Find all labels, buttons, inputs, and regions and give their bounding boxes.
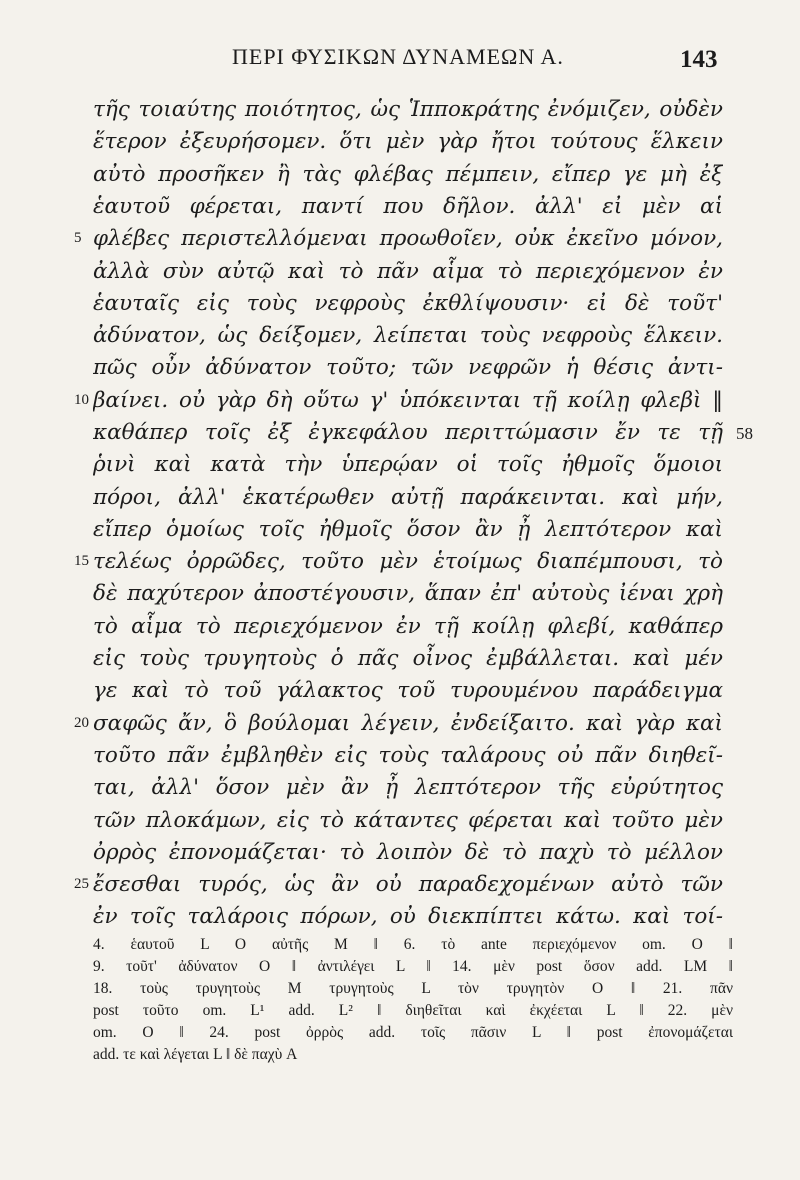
- text-line: [0, 415, 800, 451]
- footnote-line: 18. τοὺς τρυγητοὺς M τρυγητοὺς L τὸν τρυγητὸν O ‖ 21. πᾶν: [93, 980, 733, 997]
- text-line: [0, 350, 800, 386]
- text-line: [0, 899, 800, 935]
- text-line: [0, 221, 800, 257]
- line-text: ἑαυτοῦ φέρεται, παντί που δῆλον. ἀλλ' εἰ μὲν αἱ: [93, 194, 723, 219]
- line-text: αὐτὸ προσῆκεν ἢ τὰς φλέβας πέμπειν, εἴπερ γε μὴ ἐξ: [93, 162, 723, 187]
- line-text: εἰς τοὺς τρυγητοὺς ὁ πᾶς οἶνος ἐμβάλλεται. καὶ μέν: [93, 646, 723, 671]
- footnote-line: 4. ἑαυτοῦ L O αὐτῆς M ‖ 6. τὸ ante περιεχόμενον om. O ‖: [93, 936, 733, 953]
- line-text: ὀρρὸς ἐπονομάζεται· τὸ λοιπὸν δὲ τὸ παχὺ τὸ μέλλον: [93, 840, 723, 865]
- text-line: [0, 383, 800, 419]
- text-line: [0, 124, 800, 160]
- line-text: ἀδύνατον, ὡς δείξομεν, λείπεται τοὺς νεφροὺς ἕλκειν.: [93, 323, 723, 348]
- text-line: [0, 512, 800, 548]
- line-text: ἕτερον ἐξευρήσομεν. ὅτι μὲν γὰρ ἤτοι τούτους ἕλκειν: [93, 129, 723, 154]
- line-text: γε καὶ τὸ τοῦ γάλακτος τοῦ τυρουμένου παράδειγμα: [93, 678, 723, 703]
- line-number: 15: [74, 553, 89, 569]
- line-text: τοῦτο πᾶν ἐμβληθὲν εἰς τοὺς ταλάρους οὐ πᾶν διηθεῖ-: [93, 743, 723, 768]
- text-line: [0, 576, 800, 612]
- line-text: δὲ παχύτερον ἀποστέγουσιν, ἅπαν ἐπ' αὐτοὺς ἰέναι χρὴ: [93, 581, 723, 606]
- critical-apparatus: [93, 934, 733, 1066]
- line-text: καθάπερ τοῖς ἐξ ἐγκεφάλου περιττώμασιν ἔν τε τῇ: [93, 420, 723, 445]
- text-line: [0, 318, 800, 354]
- line-number: 10: [74, 392, 89, 408]
- text-line: [0, 286, 800, 322]
- footnote-line: 9. τοῦτ' ἀδύνατον O ‖ ἀντιλέγει L ‖ 14. μὲν post ὅσον add. LM ‖: [93, 958, 733, 975]
- text-line: [0, 544, 800, 580]
- footnote-line: post τοῦτο om. L¹ add. L² ‖ διηθεῖται καὶ ἐκχέεται L ‖ 22. μὲν: [93, 1002, 733, 1019]
- line-number: 5: [74, 230, 82, 246]
- page-header: [0, 44, 800, 84]
- footnote-line: om. O ‖ 24. post ὀρρὸς add. τοῖς πᾶσιν L ‖ post ἐπονομάζεται: [93, 1024, 733, 1041]
- text-line: [0, 92, 800, 128]
- line-text: σαφῶς ἄν, ὃ βούλομαι λέγειν, ἐνδείξαιτο. καὶ γὰρ καὶ: [93, 711, 723, 736]
- line-text: ται, ἀλλ' ὅσον μὲν ἂν ᾖ λεπτότερον τῆς εὐρύτητος: [93, 775, 723, 800]
- line-text: τὸ αἷμα τὸ περιεχόμενον ἐν τῇ κοίλῃ φλεβί, καθάπερ: [93, 614, 723, 639]
- text-line: [0, 835, 800, 871]
- text-line: [0, 738, 800, 774]
- line-text: εἴπερ ὁμοίως τοῖς ἠθμοῖς ὅσον ἂν ᾖ λεπτότερον καὶ: [93, 517, 723, 542]
- text-line: [0, 867, 800, 903]
- text-line: [0, 157, 800, 193]
- line-text: ἐν τοῖς ταλάροις πόρων, οὐ διεκπίπτει κάτω. καὶ τοί-: [93, 904, 723, 929]
- text-line: [0, 803, 800, 839]
- text-line: [0, 189, 800, 225]
- running-title: ΠΕΡΙ ΦΥΣΙΚΩΝ ΔΥΝΑΜΕΩΝ Α.: [232, 44, 564, 69]
- text-line: [0, 447, 800, 483]
- line-text: ῥινὶ καὶ κατὰ τὴν ὑπερῴαν οἱ τοῖς ἠθμοῖς ὅμοιοι: [93, 452, 723, 477]
- text-line: [0, 480, 800, 516]
- line-text: πόροι, ἀλλ' ἑκατέρωθεν αὐτῇ παράκεινται. καὶ μήν,: [93, 485, 723, 510]
- line-number: 25: [74, 876, 89, 892]
- text-line: [0, 641, 800, 677]
- text-line: [0, 706, 800, 742]
- text-line: [0, 673, 800, 709]
- text-line: [0, 254, 800, 290]
- margin-reference: 58: [736, 424, 753, 443]
- line-text: τῆς τοιαύτης ποιότητος, ὡς Ἱπποκράτης ἐνόμιζεν, οὐδὲν: [93, 97, 723, 122]
- line-text: βαίνει. οὐ γὰρ δὴ οὕτω γ' ὑπόκεινται τῇ κοίλῃ φλεβὶ ‖: [93, 388, 723, 413]
- line-text: πῶς οὖν ἀδύνατον τοῦτο; τῶν νεφρῶν ἡ θέσις ἀντι-: [93, 355, 723, 380]
- line-number: 20: [74, 715, 89, 731]
- line-text: φλέβες περιστελλόμεναι προωθοῖεν, οὐκ ἐκεῖνο μόνον,: [93, 226, 723, 251]
- line-text: τελέως ὀρρῶδες, τοῦτο μὲν ἑτοίμως διαπέμπουσι, τὸ: [93, 549, 723, 574]
- text-line: [0, 770, 800, 806]
- text-line: [0, 609, 800, 645]
- line-text: ἀλλὰ σὺν αὐτῷ καὶ τὸ πᾶν αἷμα τὸ περιεχόμενον ἐν: [93, 259, 723, 284]
- line-text: τῶν πλοκάμων, εἰς τὸ κάταντες φέρεται καὶ τοῦτο μὲν: [93, 808, 723, 833]
- line-text: ἔσεσθαι τυρός, ὡς ἂν οὐ παραδεχομένων αὐτὸ τῶν: [93, 872, 723, 897]
- line-text: ἑαυταῖς εἰς τοὺς νεφροὺς ἐκθλίψουσιν· εἰ δὲ τοῦτ': [93, 291, 723, 316]
- page-number: 143: [680, 46, 718, 73]
- footnote-line: add. τε καὶ λέγεται L ‖ δὲ παχὺ A: [93, 1046, 298, 1063]
